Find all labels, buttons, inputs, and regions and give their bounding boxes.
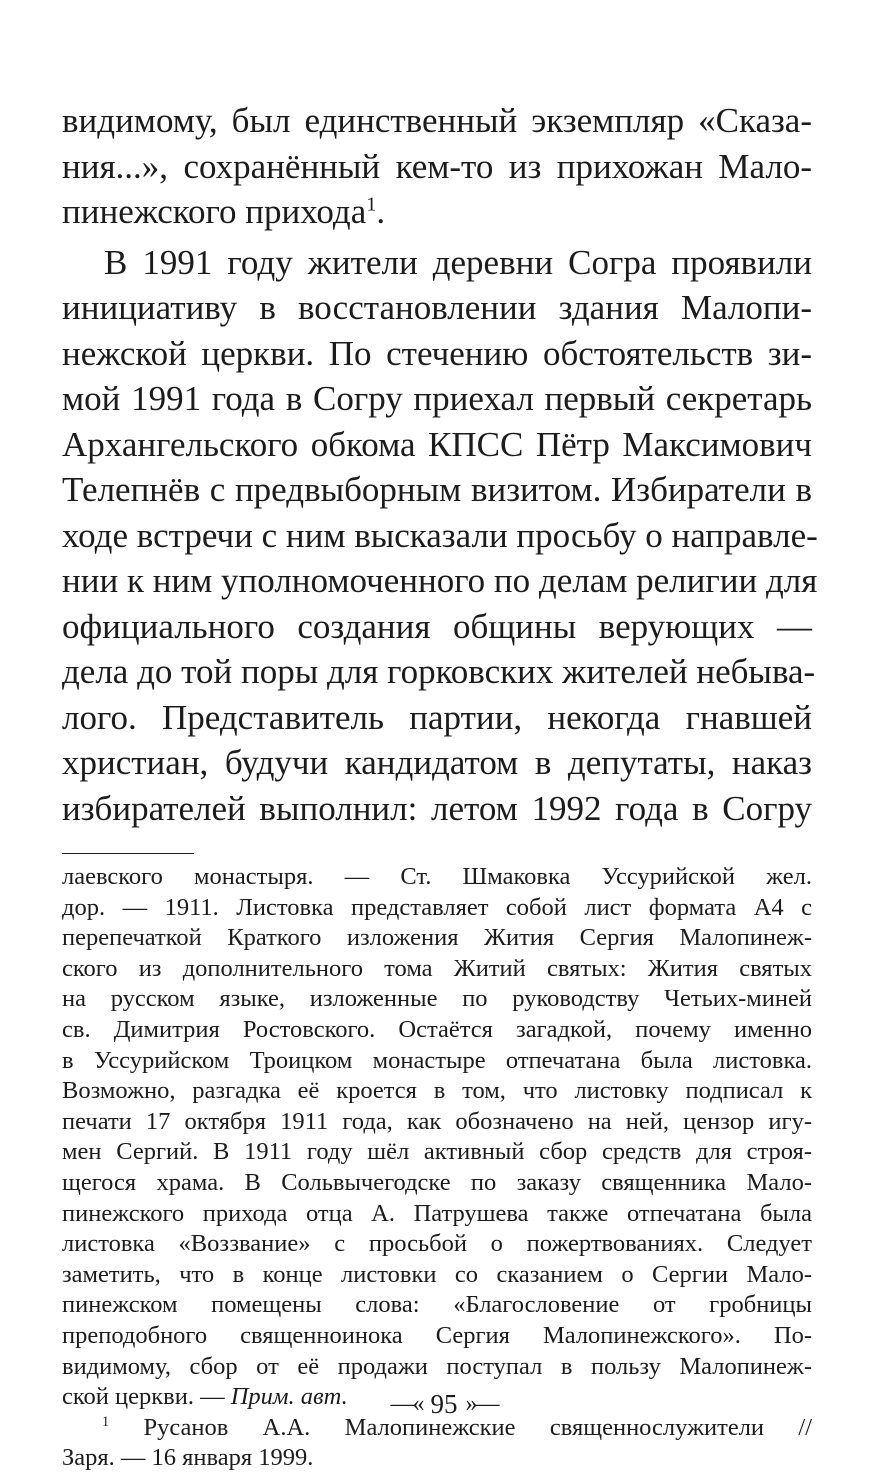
page-footer xyxy=(0,1388,888,1420)
footnote-line: ского из дополнительного тома Житий святых: Жития святых xyxy=(62,954,812,982)
text-line: В 1991 году жители деревни Согра проявили xyxy=(104,242,812,282)
footnote-reference[interactable]: 1 xyxy=(366,193,377,216)
page-number: 95 xyxy=(430,1389,458,1419)
footnote-line: печати 17 октября 1911 года, как обозначено на ней, цензор игу- xyxy=(62,1107,812,1135)
text-line: официального создания общины верующих — xyxy=(62,606,812,646)
text-line: ходе встречи с ним высказали просьбу о направле- xyxy=(62,515,818,555)
text-line: нии к ним уполномоченного по делам религии для xyxy=(62,561,818,600)
ornament-right-icon: »— xyxy=(465,1391,498,1417)
text-line: ния...», сохранённый кем-то из прихожан Мало- xyxy=(62,146,812,186)
text-line-tail: . xyxy=(376,192,386,231)
ornament-left-icon: —« xyxy=(390,1391,423,1417)
text-line: христиан, будучи кандидатом в депутаты, наказ xyxy=(62,743,812,782)
text-line: Архангельского обкома КПСС Пётр Максимович xyxy=(62,424,812,464)
text-line: лого. Представитель партии, некогда гнавшей xyxy=(62,697,812,737)
author-note-label: Прим. авт. xyxy=(230,1383,348,1411)
footnote-line: преподобного священноинока Сергия Малопинежского». По- xyxy=(62,1321,812,1349)
text-line: мой 1991 года в Согру приехал первый секретарь xyxy=(62,379,812,418)
footnote-line: щегося храма. В Сольвычегодске по заказу священника Мало- xyxy=(62,1168,812,1196)
footnote-line: листовка «Воззвание» с просьбой о пожертвованиях. Следует xyxy=(62,1230,812,1258)
text-line: нежской церкви. По стечению обстоятельств зи- xyxy=(62,333,812,373)
text-line: дела до той поры для горковских жителей небыва- xyxy=(62,652,816,691)
footnote-line: св. Димитрия Ростовского. Остаётся загадкой, почему именно xyxy=(62,1015,812,1043)
footnote-marker: 1 xyxy=(102,1413,110,1430)
text-line-content: пинежского прихода xyxy=(62,192,367,231)
text-line: Телепнёв с предвыборным визитом. Избиратели в xyxy=(62,470,812,509)
footnote-text: Русанов А.А. Малопинежские священнослужители // xyxy=(109,1413,812,1441)
footnote-line: дор. — 1911. Листовка представляет собой лист формата А4 с xyxy=(62,893,812,921)
text-line: избирателей выполнил: летом 1992 года в Согру xyxy=(62,788,812,828)
footnote-text: ской церкви. — xyxy=(62,1383,231,1411)
footnote-line: на русском языке, изложенные по руководству Четьих-миней xyxy=(62,985,812,1013)
footnote-line: пинежском помещены слова: «Благословение от гробницы xyxy=(62,1291,812,1319)
text-line: видимому, был единственный экземпляр «Сказа- xyxy=(62,101,812,140)
main-text xyxy=(62,98,818,831)
footnote-line: Возможно, разгадка её кроется в том, что листовку подписал к xyxy=(62,1077,812,1105)
text-line xyxy=(62,189,812,235)
footnote-separator xyxy=(62,853,194,854)
text-line: инициативу в восстановлении здания Малопи- xyxy=(62,288,812,327)
footnotes xyxy=(62,862,812,1474)
footnote-line: перепечаткой Краткого изложения Жития Сергия Малопинеж- xyxy=(62,924,812,952)
footnote-line: видимому, сбор от её продажи поступал в пользу Малопинеж- xyxy=(62,1352,812,1380)
footnote-line: Заря. — 16 января 1999. xyxy=(62,1444,314,1472)
footnote-line: в Уссурийском Троицком монастыре отпечатана была листовка. xyxy=(62,1046,812,1074)
footnote-line: заметить, что в конце листовки со сказанием о Сергии Мало- xyxy=(62,1260,812,1288)
footnote-line: мен Сергий. В 1911 году шёл активный сбор средств для строя- xyxy=(62,1138,812,1166)
footnote-line: пинежского прихода отца А. Патрушева также отпечатана была xyxy=(62,1199,812,1227)
page-body xyxy=(62,98,818,1474)
footnote-line: лаевского монастыря. — Ст. Шмаковка Уссурийской жел. xyxy=(62,863,812,890)
